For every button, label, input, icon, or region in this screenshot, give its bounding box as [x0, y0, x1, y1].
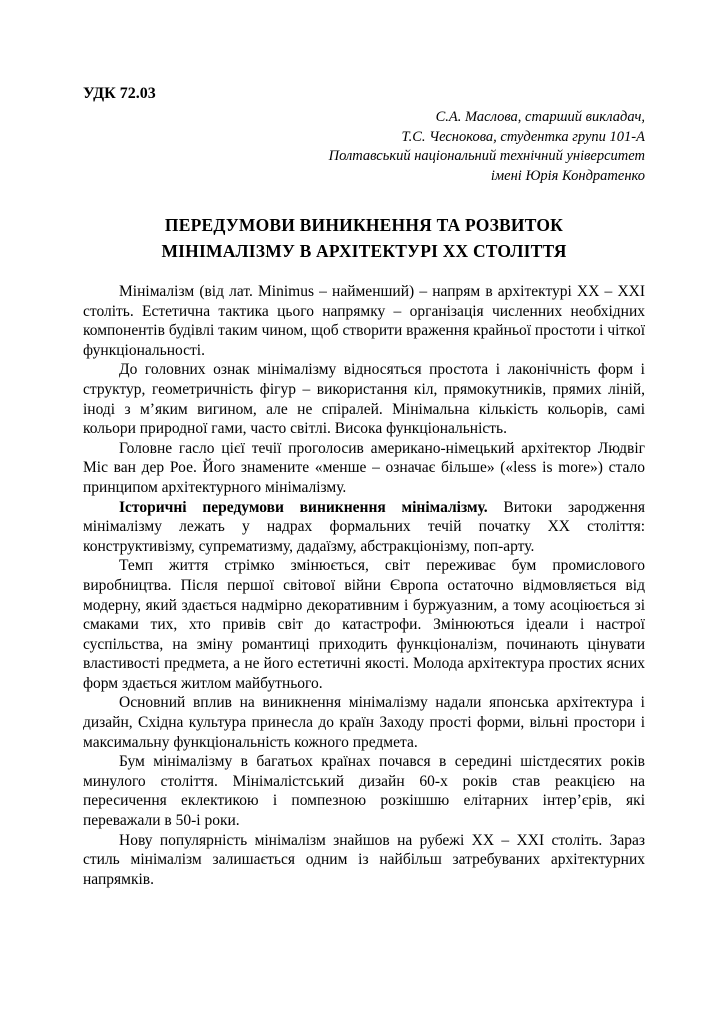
paragraph-4 — [83, 498, 645, 557]
affiliation-line: імені Юрія Кондратенко — [490, 167, 645, 184]
paragraph-6 — [83, 693, 645, 752]
article-body — [83, 282, 645, 889]
paragraph-lead: Історичні передумови виникнення мінімалізму. — [119, 498, 488, 516]
paragraph-text: Нову популярність мінімалізм знайшов на рубежі ХХ – ХХІ століть. Зараз стиль мінімалізм залишається одним із найбільш затребуваних архітектурних напрямків. — [83, 831, 645, 888]
paragraph-1 — [83, 282, 645, 360]
paragraph-3 — [83, 439, 645, 498]
paragraph-text: Витоки зародження мінімалізму лежать у надрах формальних течій початку ХХ століття: конструктивізму, супрематизму, дадаїзму, абстракціонізму, поп-арту. — [83, 498, 645, 555]
paragraph-8 — [83, 831, 645, 890]
paragraph-text: Головне гасло цієї течії проголосив американо-німецький архітектор Людвіг Міс ван дер Рое. Його знамените «менше – означає більше» («less is more») стало принципом архітектурного мінімалізму. — [83, 439, 645, 496]
page-title-line-2: МІНІМАЛІЗМУ В АРХІТЕКТУРІ ХХ СТОЛІТТЯ — [161, 241, 567, 261]
authors-block — [83, 108, 645, 186]
author-line: Т.С. Чеснокова, студентка групи 101-А — [401, 128, 645, 145]
paragraph-7 — [83, 752, 645, 830]
author-line: С.А. Маслова, старший викладач, — [435, 109, 645, 125]
paragraph-text: Темп життя стрімко змінюється, світ переживає бум промислового виробництва. Після першої світової війни Європа остаточно відмовляється від модерну, який здається надмірно декоративним і буржуазним, а тому асоціюється зі смаками тих, хто привів світ до катастрофи. Змінюються ідеали і настрої суспільства, на зміну романтиці приходить функціоналізм, починають цінувати властивості предмета, а не його естетичні якості. Молода архітектура простих ясних форм здається житлом майбутнього. — [83, 557, 645, 692]
page-title — [83, 212, 645, 264]
paragraph-text: До головних ознак мінімалізму відносяться простота і лаконічність форм і структур, геометричність фігур – використання кіл, прямокутників, прямих ліній, іноді з м’яким вигином, але не спіралей. Мінімальна кількість кольорів, самі кольори природної гами, часто світлі. Висока функціональність. — [83, 361, 645, 438]
paragraph-text: Основний вплив на виникнення мінімалізму надали японська архітектура і дизайн, Східна культура принесла до країн Заходу прості форми, вільні простори і максимальну функціональність кожного предмета. — [83, 694, 645, 751]
paragraph-text: Бум мінімалізму в багатьох країнах почався в середині шістдесятих років минулого століття. Мінімалістський дизайн 60-х років став реакцією на пересичення еклектикою і помпезною розкішшю елітарних інтер’єрів, які переважали в 50-і роки. — [83, 753, 645, 830]
paragraph-5 — [83, 556, 645, 693]
page-title-line-1: ПЕРЕДУМОВИ ВИНИКНЕННЯ ТА РОЗВИТОК — [164, 215, 564, 235]
affiliation-line: Полтавський національний технічний університет — [328, 148, 645, 164]
paragraph-2 — [83, 360, 645, 438]
paragraph-text: Мінімалізм (від лат. Minimus – найменший) – напрям в архітектурі ХХ – ХХІ століть. Естетична тактика цього напрямку – організація численних необхідних компонентів будівлі таким чином, щоб створити враження крайньої простоти і чіткої функціональності. — [83, 283, 645, 359]
udk-code: УДК 72.03 — [83, 85, 156, 102]
